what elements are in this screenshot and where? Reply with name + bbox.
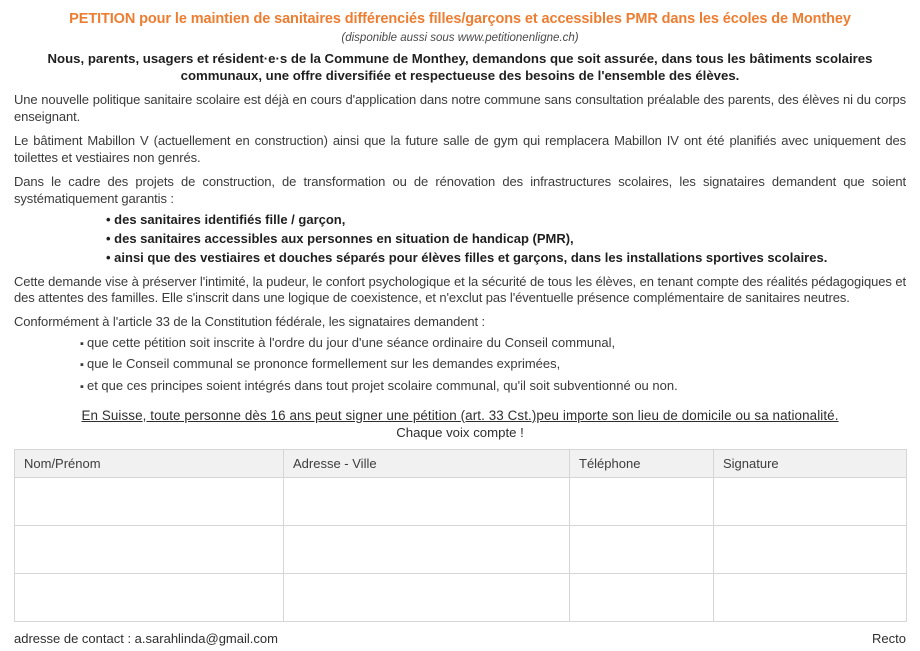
signature-cell (570, 525, 714, 573)
demand-item: • ainsi que des vestiaires et douches séparés pour élèves filles et garçons, dans les installations sportives scolaires. (106, 250, 906, 266)
signature-cell (284, 477, 570, 525)
paragraph-demands-lead: Dans le cadre des projets de construction, de transformation ou de rénovation des infrastructures scolaires, les signataires demandent que soient systématiquement garantis : (14, 174, 906, 206)
demand-item: • des sanitaires identifiés fille / garçon, (106, 212, 906, 228)
signature-table (14, 449, 907, 622)
signature-cell (570, 573, 714, 621)
signature-cell (714, 573, 907, 621)
signature-cell (714, 477, 907, 525)
online-petition-note: (disponible aussi sous www.petitionenligne.ch) (341, 32, 579, 44)
signature-cell (15, 477, 284, 525)
contact-address: adresse de contact : a.sarahlinda@gmail.com (14, 630, 278, 646)
signature-row (15, 525, 907, 573)
signature-cell (15, 573, 284, 621)
signature-cell (284, 573, 570, 621)
requests-list (14, 335, 906, 395)
request-item: ▪ que le Conseil communal se prononce formellement sur les demandes exprimées, (80, 356, 906, 373)
tagline: Chaque voix compte ! (396, 424, 524, 440)
column-header: Signature (714, 449, 907, 477)
column-header: Nom/Prénom (15, 449, 284, 477)
column-header: Adresse - Ville (284, 449, 570, 477)
request-item: ▪ et que ces principes soient intégrés dans tout projet scolaire communal, qu'il soit subventionné ou non. (80, 378, 906, 395)
signature-cell (570, 477, 714, 525)
signature-cell (15, 525, 284, 573)
intro-statement: Nous, parents, usagers et résident·e·s de la Commune de Monthey, demandons que soit assurée, dans tous les bâtiments scolaires communaux, une offre diversifiée et respectueuse des besoins de l'ensemble des élèves. (47, 51, 873, 83)
column-header: Téléphone (570, 449, 714, 477)
paragraph-requests-lead: Conformément à l'article 33 de la Constitution fédérale, les signataires demandent : (14, 313, 486, 329)
legal-eligibility-note: En Suisse, toute personne dès 16 ans peut signer une pétition (art. 33 Cst.)peu importe son lieu de domicile ou sa nationalité. (81, 407, 839, 423)
signature-table-header-row (15, 449, 907, 477)
signature-row (15, 573, 907, 621)
page-title: PETITION pour le maintien de sanitaires différenciés filles/garçons et accessibles PMR dans les écoles de Monthey (69, 11, 851, 27)
page-side-label: Recto (872, 630, 906, 646)
paragraph-context-1: Une nouvelle politique sanitaire scolaire est déjà en cours d'application dans notre commune sans consultation préalable des parents, des élèves ni du corps enseignant. (14, 92, 906, 124)
signature-row (15, 477, 907, 525)
demands-list (14, 212, 906, 266)
request-item: ▪ que cette pétition soit inscrite à l'ordre du jour d'une séance ordinaire du Conseil communal, (80, 335, 906, 352)
page-footer (14, 631, 906, 646)
paragraph-context-2: Le bâtiment Mabillon V (actuellement en construction) ainsi que la future salle de gym qui remplacera Mabillon IV ont été planifiés avec uniquement des toilettes et vestiaires non genrés. (14, 133, 906, 165)
signature-cell (284, 525, 570, 573)
demand-item: • des sanitaires accessibles aux personnes en situation de handicap (PMR), (106, 231, 906, 247)
signature-cell (714, 525, 907, 573)
paragraph-rationale: Cette demande vise à préserver l'intimité, la pudeur, le confort psychologique et la sécurité de tous les élèves, en tenant compte des réalités pédagogiques et des attentes des familles. Elle s'inscrit dans une logique de coexistence, et n'exclut pas l'éventuelle présence complémentaire de sanitaires neutres. (14, 273, 906, 305)
